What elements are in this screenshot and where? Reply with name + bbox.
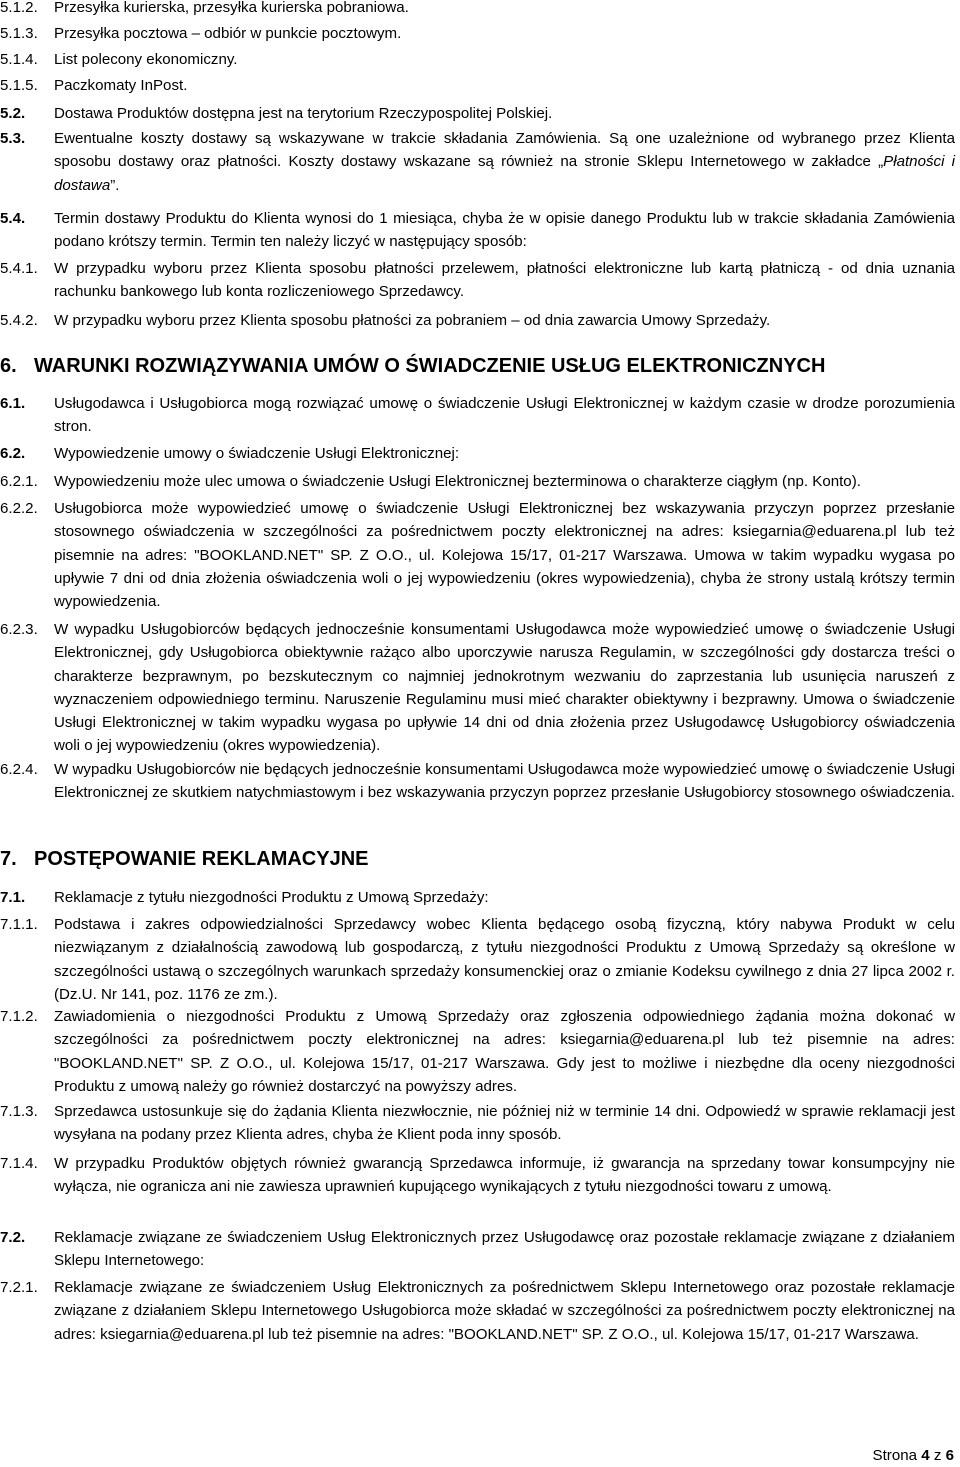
paragraph-number: 5.4.2. xyxy=(0,312,38,329)
paragraph-text: W wypadku Usługobiorców będących jednocześnie konsumentami Usługodawca może wypowiedzieć umowę o świadczenie Usługi Elektronicznej, gdy Usługobiorca obiektywnie rażąco albo uporczywie narusza Regulamin, w szczególności gdy dostarcza treści o charakterze bezprawnym, po bezskutecznym co najmniej jednokrotnym wezwaniu do zaprzestania lub usunięcia naruszeń z wyznaczeniem odpowiedniego terminu. Naruszenie Regulaminu musi mieć charakter obiektywny i bezprawny. Umowa o świadczenie Usługi Elektronicznej w takim wypadku wygasa po upływie 14 dni od dnia złożenia przez Usługodawcę Usługobiorcy oświadczenia woli o jej wypowiedzeniu (okres wypowiedzenia). xyxy=(54,621,955,755)
paragraph-text: Podstawa i zakres odpowiedzialności Sprzedawcy wobec Klienta będącego osobą fizyczną, który nabywa Produkt w celu niezwiązanym z działalnością zawodową lub gospodarczą, z tytułu niezgodności Produktu z Umową Sprzedaży są określone w szczególności ustawą o szczególnych warunkach sprzedaży konsumenckiej oraz o zmianie Kodeksu cywilnego z dnia 27 lipca 2002 r. (Dz.U. Nr 141, poz. 1176 ze zm.). xyxy=(54,916,955,1003)
paragraph-number: 5.1.2. xyxy=(0,0,38,16)
paragraph-number: 5.2. xyxy=(0,105,26,122)
paragraph-text: Ewentualne koszty dostawy są wskazywane w trakcie składania Zamówienia. Są one uzależnione od wybranego przez Klienta sposobu dostawy oraz płatności. Koszty dostawy wskazane są również na stronie Sklepu Internetowego w zakładce „Płatności i dostawa”. xyxy=(54,130,956,194)
paragraph-6-2-1 xyxy=(0,470,955,493)
paragraph-text: Usługodawca i Usługobiorca mogą rozwiązać umowę o świadczenie Usługi Elektronicznej w każdym czasie w drodze porozumienia stron. xyxy=(54,395,955,436)
footer-prefix: Strona xyxy=(872,1447,918,1464)
paragraph-7-2 xyxy=(0,1226,955,1273)
paragraph-7-2-1 xyxy=(0,1276,955,1346)
paragraph-number: 7.1.4. xyxy=(0,1155,38,1172)
paragraph-text: Zawiadomienia o niezgodności Produktu z Umową Sprzedaży oraz zgłoszenia odpowiedniego żądania można dokonać w szczególności za pośrednictwem poczty elektronicznej na adres: ksiegarnia@eduarena.pl lub też pisemnie na adres: "BOOKLAND.NET" SP. Z O.O., ul. Kolejowa 15/17, 01-217 Warszawa. Gdy jest to możliwe i niezbędne dla oceny niezgodności Produktu z umową należy go również dostarczyć na powyższy adres. xyxy=(54,1008,955,1095)
paragraph-text: Wypowiedzenie umowy o świadczenie Usługi Elektronicznej: xyxy=(54,445,460,462)
paragraph-number: 6.2. xyxy=(0,445,26,462)
paragraph-5-1-5 xyxy=(0,74,955,97)
paragraph-number: 5.1.5. xyxy=(0,77,38,94)
paragraph-text: Reklamacje związane ze świadczeniem Usług Elektronicznych przez Usługodawcę oraz pozostałe reklamacje związane z działaniem Sklepu Internetowego: xyxy=(54,1229,955,1270)
paragraph-6-2 xyxy=(0,442,955,465)
paragraph-6-2-4 xyxy=(0,758,955,805)
paragraph-number: 7.1. xyxy=(0,889,26,906)
paragraph-text: Termin dostawy Produktu do Klienta wynosi do 1 miesiąca, chyba że w opisie danego Produktu lub w trakcie składania Zamówienia podano krótszy termin. Termin ten należy liczyć w następujący sposób: xyxy=(54,210,955,251)
paragraph-text: Usługobiorca może wypowiedzieć umowę o świadczenie Usługi Elektronicznej bez wskazywania przyczyn poprzez przesłanie stosownego oświadczenia w szczególności za pośrednictwem poczty elektronicznej na adres: ksiegarnia@eduarena.pl lub też pisemnie na adres: "BOOKLAND.NET" SP. Z O.O., ul. Kolejowa 15/17, 01-217 Warszawa. Umowa w takim wypadku wygasa po upływie 7 dni od dnia złożenia oświadczenia woli o jej wypowiedzeniu (okres wypowiedzenia), chyba że strony ustalą krótszy termin wypowiedzenia. xyxy=(54,500,955,611)
paragraph-5-1-4 xyxy=(0,48,955,71)
footer-separator: z xyxy=(933,1447,942,1464)
paragraph-text: Przesyłka kurierska, przesyłka kurierska pobraniowa. xyxy=(54,0,409,16)
paragraph-5-3 xyxy=(0,127,955,197)
paragraph-7-1-1 xyxy=(0,913,955,1006)
paragraph-text: W przypadku Produktów objętych również gwarancją Sprzedawca informuje, iż gwarancja na sprzedany towar konsumpcyjny nie wyłącza, nie ogranicza ani nie zawiesza uprawnień kupującego wynikających z tytułu niezgodności towaru z umową. xyxy=(54,1155,955,1196)
paragraph-text: Paczkomaty InPost. xyxy=(54,77,188,94)
paragraph-number: 7.1.2. xyxy=(0,1008,38,1025)
heading-number: 7. xyxy=(0,848,17,870)
paragraph-text: W wypadku Usługobiorców nie będących jednocześnie konsumentami Usługodawca może wypowiedzieć umowę o świadczenie Usługi Elektronicznej ze skutkiem natychmiastowym i bez wskazywania przyczyn poprzez przesłanie Usługobiorcy stosownego oświadczenia. xyxy=(54,761,955,802)
paragraph-5-4 xyxy=(0,207,955,254)
heading-text: POSTĘPOWANIE REKLAMACYJNE xyxy=(34,848,369,870)
paragraph-number: 7.2. xyxy=(0,1229,26,1246)
paragraph-text: W przypadku wyboru przez Klienta sposobu płatności za pobraniem – od dnia zawarcia Umowy Sprzedaży. xyxy=(54,312,771,329)
paragraph-number: 5.4.1. xyxy=(0,260,38,277)
paragraph-number: 5.1.3. xyxy=(0,25,38,42)
paragraph-number: 7.2.1. xyxy=(0,1279,38,1296)
paragraph-6-2-3 xyxy=(0,618,955,758)
paragraph-number: 5.1.4. xyxy=(0,51,38,68)
emphasis-link-text: Płatności i dostawa xyxy=(54,153,956,194)
paragraph-number: 5.3. xyxy=(0,130,26,147)
paragraph-number: 6.2.2. xyxy=(0,500,38,517)
section-heading-7 xyxy=(0,846,955,872)
paragraph-7-1 xyxy=(0,886,955,909)
paragraph-text: W przypadku wyboru przez Klienta sposobu płatności przelewem, płatności elektroniczne lub kartą płatniczą - od dnia uznania rachunku bankowego lub konta rozliczeniowego Sprzedawcy. xyxy=(54,260,955,301)
paragraph-5-1-3 xyxy=(0,22,955,45)
paragraph-6-1 xyxy=(0,392,955,439)
paragraph-text: Dostawa Produktów dostępna jest na terytorium Rzeczypospolitej Polskiej. xyxy=(54,105,553,122)
paragraph-6-2-2 xyxy=(0,497,955,613)
paragraph-number: 5.4. xyxy=(0,210,26,227)
paragraph-number: 7.1.1. xyxy=(0,916,38,933)
paragraph-7-1-3 xyxy=(0,1100,955,1147)
heading-text: WARUNKI ROZWIĄZYWANIA UMÓW O ŚWIADCZENIE USŁUG ELEKTRONICZNYCH xyxy=(34,355,826,377)
paragraph-text: List polecony ekonomiczny. xyxy=(54,51,238,68)
paragraph-text: Reklamacje związane ze świadczeniem Usług Elektronicznych za pośrednictwem Sklepu Internetowego oraz pozostałe reklamacje związane z działaniem Sklepu Internetowego Usługobiorca może składać w szczególności za pośrednictwem poczty elektronicznej na adres: ksiegarnia@eduarena.pl lub też pisemnie na adres: "BOOKLAND.NET" SP. Z O.O., ul. Kolejowa 15/17, 01-217 Warszawa. xyxy=(54,1279,955,1343)
section-heading-6 xyxy=(0,353,955,379)
page-footer xyxy=(873,1447,954,1465)
paragraph-number: 6.2.4. xyxy=(0,761,38,778)
paragraph-7-1-2 xyxy=(0,1005,955,1098)
paragraph-5-1-2 xyxy=(0,0,955,19)
paragraph-number: 6.2.3. xyxy=(0,621,38,638)
paragraph-text: Wypowiedzeniu może ulec umowa o świadczenie Usługi Elektronicznej bezterminowa o charakterze ciągłym (np. Konto). xyxy=(54,473,861,490)
paragraph-number: 6.1. xyxy=(0,395,26,412)
heading-number: 6. xyxy=(0,355,17,377)
paragraph-7-1-4 xyxy=(0,1152,955,1199)
paragraph-number: 7.1.3. xyxy=(0,1103,38,1120)
total-page-number: 6 xyxy=(945,1447,954,1464)
paragraph-text: Przesyłka pocztowa – odbiór w punkcie pocztowym. xyxy=(54,25,402,42)
paragraph-number: 6.2.1. xyxy=(0,473,38,490)
paragraph-5-2 xyxy=(0,102,955,125)
paragraph-text: Reklamacje z tytułu niezgodności Produktu z Umową Sprzedaży: xyxy=(54,889,489,906)
paragraph-5-4-2 xyxy=(0,309,955,332)
paragraph-5-4-1 xyxy=(0,257,955,304)
current-page-number: 4 xyxy=(921,1447,930,1464)
paragraph-text: Sprzedawca ustosunkuje się do żądania Klienta niezwłocznie, nie później niż w terminie 14 dni. Odpowiedź w sprawie reklamacji jest wysyłana na podany przez Klienta adres, chyba że Klient poda inny sposób. xyxy=(54,1103,955,1144)
